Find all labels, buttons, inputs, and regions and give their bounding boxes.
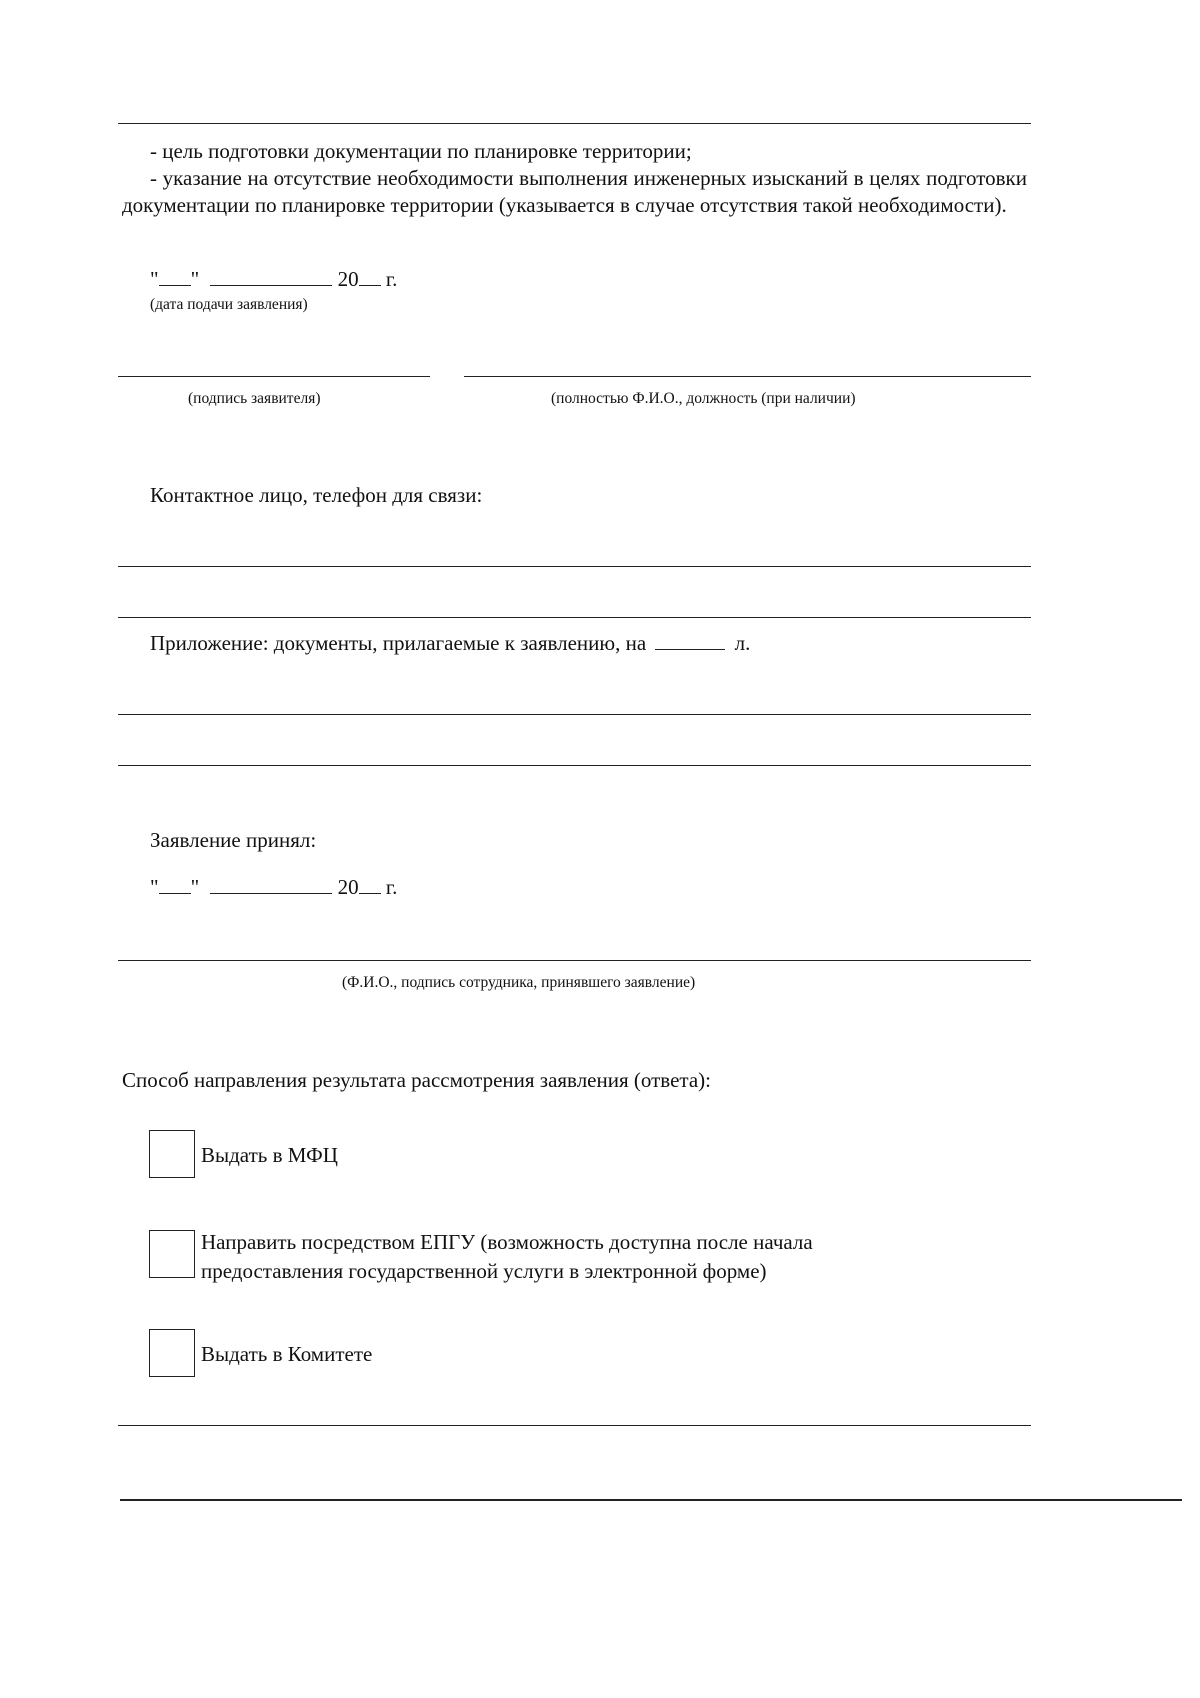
day-blank[interactable] [159,267,191,286]
option-epgu-label-line-2: предоставления государственной услуги в электронной форме) [201,1259,767,1283]
checkbox-mfc[interactable] [149,1130,195,1178]
contact-line-2[interactable] [118,617,1031,618]
applicant-name-line[interactable] [464,376,1031,377]
option-committee-label: Выдать в Комитете [201,1342,373,1366]
checkbox-epgu[interactable] [149,1230,195,1278]
year-blank[interactable] [359,267,381,286]
intro-line-2: - указание на отсутствие необходимости выполнения инженерных изысканий в целях подготовки документации по планировке территории (указывается в случае отсутствия такой необходимости). [122,166,1027,217]
accepted-signature-line[interactable] [118,960,1031,961]
applicant-name-caption: (полностью Ф.И.О., должность (при наличии) [551,390,856,407]
option-mfc-label: Выдать в МФЦ [201,1143,338,1167]
accepted-date-line: " " 20 г. [150,875,398,899]
attachment-line-2[interactable] [118,765,1031,766]
applicant-signature-caption: (подпись заявителя) [188,390,321,407]
intro-paragraph [122,138,1027,219]
bottom-rule-1 [118,1425,1031,1426]
accepted-caption: (Ф.И.О., подпись сотрудника, принявшего заявление) [342,974,696,991]
intro-line-1: - цель подготовки документации по планировке территории; [150,139,692,163]
accepted-label: Заявление принял: [150,828,317,852]
accepted-day-blank[interactable] [159,875,191,894]
attachment-line-1[interactable] [118,714,1031,715]
contact-label: Контактное лицо, телефон для связи: [150,483,483,507]
accepted-month-blank[interactable] [210,875,332,894]
option-epgu-label-line-1: Направить посредством ЕПГУ (возможность доступна после начала [201,1230,813,1254]
bottom-rule-2 [120,1499,1182,1501]
checkbox-committee[interactable] [149,1329,195,1377]
applicant-signature-line[interactable] [118,376,430,377]
contact-line-1[interactable] [118,566,1031,567]
submission-date-caption: (дата подачи заявления) [150,296,308,313]
top-rule [118,123,1031,124]
accepted-year-blank[interactable] [359,875,381,894]
submission-date-line: " " 20 г. [150,267,398,291]
sheet-count-blank[interactable] [655,631,725,650]
month-blank[interactable] [210,267,332,286]
delivery-heading: Способ направления результата рассмотрения заявления (ответа): [122,1068,711,1092]
attachment-label: Приложение: документы, прилагаемые к заявлению, на л. [150,631,751,655]
